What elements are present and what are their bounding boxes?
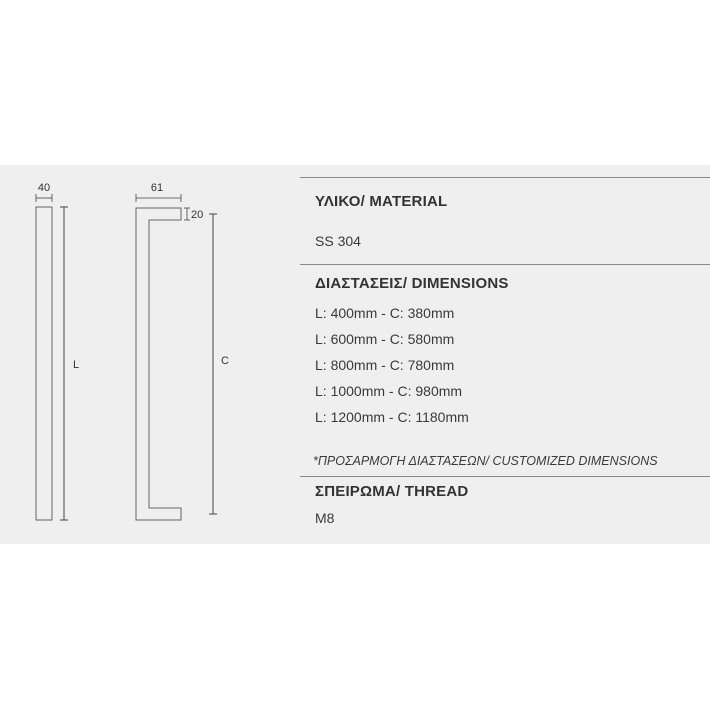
dimension-row: L: 400mm - C: 380mm	[315, 305, 455, 321]
thread-value: M8	[315, 510, 335, 526]
handle-width-label: 61	[150, 182, 164, 194]
dimension-row: L: 1200mm - C: 1180mm	[315, 409, 469, 425]
customized-dimensions-note: *ΠΡΟΣΑΡΜΟΓΗ ΔΙΑΣΤΑΣΕΩΝ/ CUSTOMIZED DIMENSIONS	[313, 454, 658, 468]
spec-panel	[0, 165, 710, 544]
dimension-row: L: 1000mm - C: 980mm	[315, 383, 463, 399]
technical-drawing	[0, 165, 300, 544]
side-view-handle	[136, 208, 181, 520]
center-label: C	[221, 355, 229, 367]
dimension-row: L: 600mm - C: 580mm	[315, 331, 455, 347]
front-view-bar	[36, 207, 52, 520]
material-value: SS 304	[315, 233, 361, 249]
length-label: L	[72, 359, 80, 371]
divider-dimensions	[300, 476, 710, 477]
thread-heading: ΣΠΕΙΡΩΜΑ/ THREAD	[315, 483, 469, 500]
dimension-row: L: 800mm - C: 780mm	[315, 357, 455, 373]
depth-label: 20	[191, 209, 204, 221]
dimensions-heading: ΔΙΑΣΤΑΣΕΙΣ/ DIMENSIONS	[315, 275, 509, 292]
dimensions-list	[315, 300, 469, 430]
width-label: 40	[37, 182, 51, 194]
material-heading: ΥΛΙΚΟ/ MATERIAL	[315, 193, 448, 210]
divider-material	[300, 264, 710, 265]
divider-top	[300, 177, 710, 178]
